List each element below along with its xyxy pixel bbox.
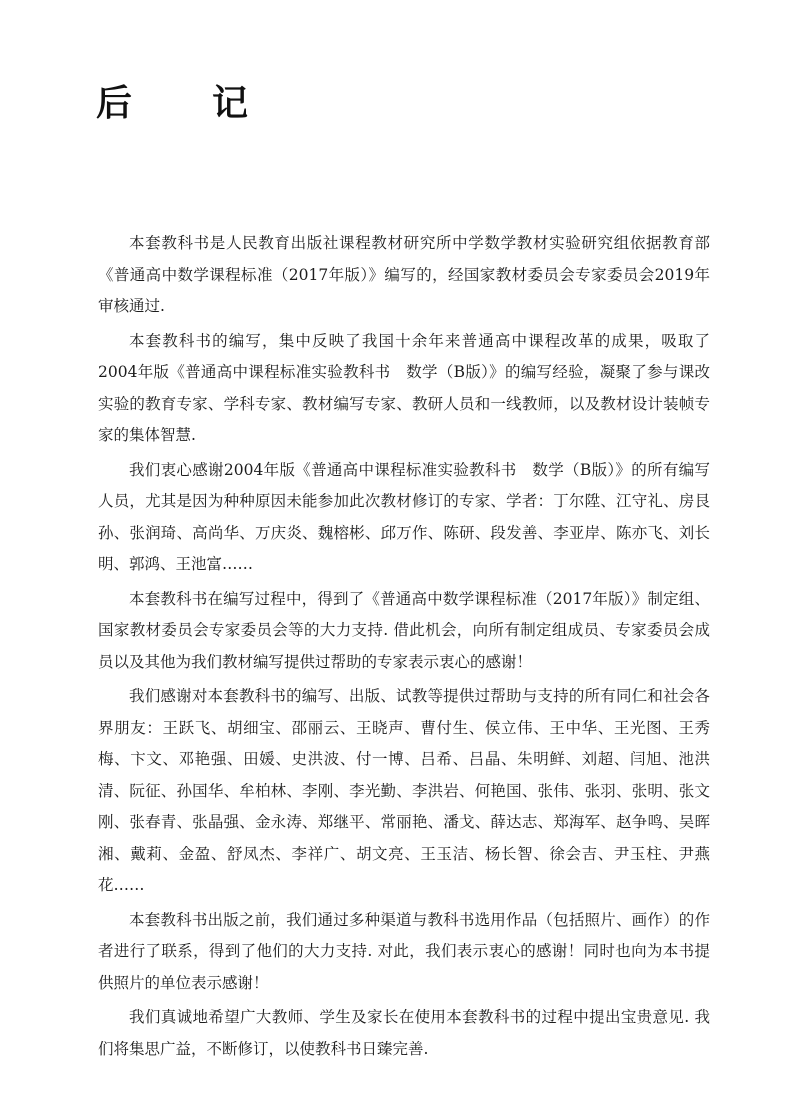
afterword-body [98, 228, 710, 1068]
page-title: 后 记 [96, 83, 271, 124]
paragraph-4: 本套教科书在编写过程中，得到了《普通高中数学课程标准（2017年版）》制定组、国家教材委员会专家委员会等的大力支持. 借此机会，向所有制定组成员、专家委员会成员以及其他为我们教材编写提供过帮助的专家表示衷心的感谢！ [98, 589, 710, 671]
paragraph-5: 我们感谢对本套教科书的编写、出版、试教等提供过帮助与支持的所有同仁和社会各界朋友：王跃飞、胡细宝、邵丽云、王晓声、曹付生、侯立伟、王中华、王光图、王秀梅、卞文、邓艳强、田媛、史洪波、付一博、吕希、吕晶、朱明鲜、刘超、闫旭、池洪清、阮征、孙国华、牟柏林、李刚、李光勤、李洪岩、何艳国、张伟、张羽、张明、张文刚、张春青、张晶强、金永涛、郑继平、常丽艳、潘戈、薛达志、郑海军、赵争鸣、吴晖湘、戴莉、金盈、舒凤杰、李祥广、胡文亮、王玉洁、杨长智、徐会吉、尹玉柱、尹燕花…… [98, 687, 710, 894]
paragraph-3: 我们衷心感谢2004年版《普通高中课程标准实验教科书 数学（B版）》的所有编写人员，尤其是因为种种原因未能参加此次教材修订的专家、学者：丁尔陞、江守礼、房艮孙、张润琦、高尚华、万庆炎、魏榕彬、邱万作、陈研、段发善、李亚岸、陈亦飞、刘长明、郭鸿、王池富…… [98, 460, 710, 573]
paragraph-7: 我们真诚地希望广大教师、学生及家长在使用本套教科书的过程中提出宝贵意见. 我们将集思广益，不断修订，以使教科书日臻完善. [98, 1008, 710, 1058]
paragraph-2: 本套教科书的编写，集中反映了我国十余年来普通高中课程改革的成果，吸取了2004年版《普通高中课程标准实验教科书 数学（B版）》的编写经验，凝聚了参与课改实验的教育专家、学科专家、教材编写专家、教研人员和一线教师，以及教材设计装帧专家的集体智慧. [98, 331, 710, 444]
paragraph-1: 本套教科书是人民教育出版社课程教材研究所中学数学教材实验研究组依据教育部《普通高中数学课程标准（2017年版）》编写的，经国家教材委员会专家委员会2019年审核通过. [98, 234, 710, 315]
paragraph-6: 本套教科书出版之前，我们通过多种渠道与教科书选用作品（包括照片、画作）的作者进行了联系，得到了他们的大力支持. 对此，我们表示衷心的感谢！同时也向为本书提供照片的单位表示感谢！ [98, 910, 710, 992]
